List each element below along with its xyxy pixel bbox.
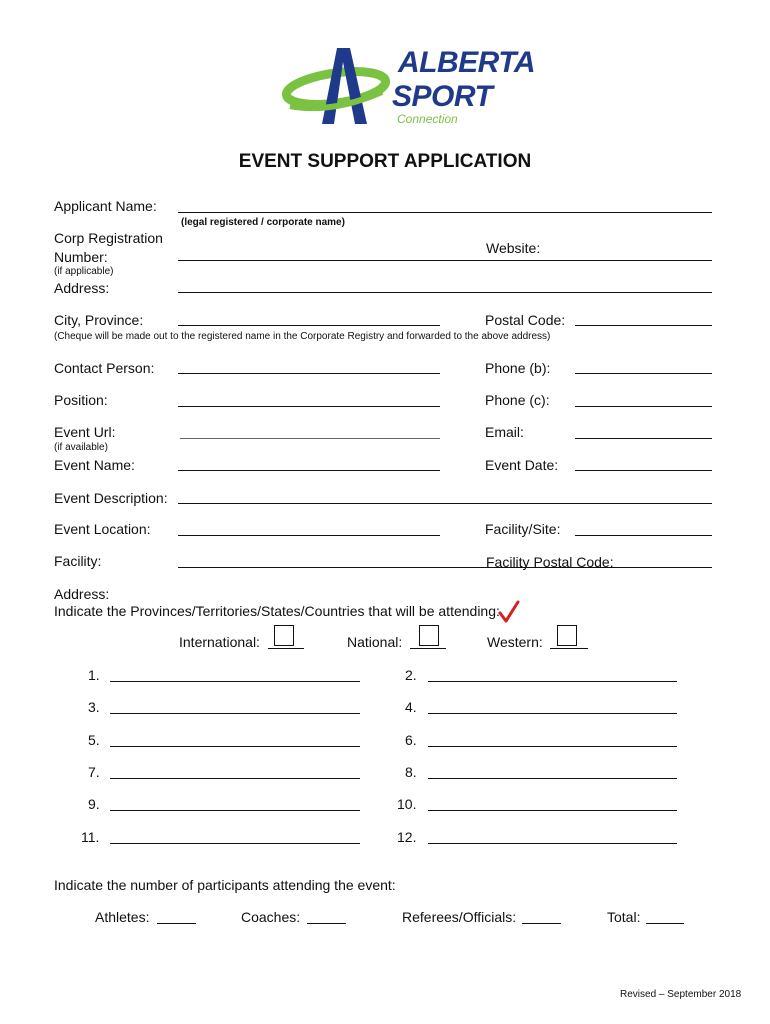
applicant-name-field[interactable] [178,212,712,213]
corp-registration-field[interactable] [178,260,440,261]
entry-line-6[interactable] [428,746,677,747]
number-12: 12. [397,829,417,845]
entry-line-2[interactable] [428,681,677,682]
number-2: 2. [405,667,417,683]
event-name-field[interactable] [178,470,440,471]
phone-b-field[interactable] [575,373,712,374]
entry-line-5[interactable] [110,746,360,747]
logo-mark-icon [282,42,392,132]
indicate-provinces-text: Indicate the Provinces/Territories/States/Countries that will be attending: [54,603,500,619]
number-1: 1. [88,667,100,683]
address-label: Address: [54,280,110,296]
referees-field[interactable] [522,923,561,924]
facility-postal-code-label: Facility Postal Code: [486,554,614,570]
international-label: International: [179,634,260,650]
email-label: Email: [485,424,524,440]
corp-registration-label: Corp Registration [54,230,163,246]
applicant-name-note: (legal registered / corporate name) [181,217,345,228]
number-4: 4. [405,699,417,715]
number-5: 5. [88,732,100,748]
national-underline [410,648,446,649]
address-field[interactable] [178,292,712,293]
logo-line-2: SPORT [392,80,493,113]
referees-label: Referees/Officials: [402,909,517,925]
athletes-label: Athletes: [95,909,150,925]
revision-footer: Revised – September 2018 [620,989,742,1000]
western-checkbox[interactable] [557,625,577,646]
western-underline [550,648,588,649]
athletes-field[interactable] [157,923,196,924]
entry-line-1[interactable] [110,681,360,682]
international-checkbox[interactable] [274,625,294,646]
corp-number-label: Number: [54,249,108,265]
entry-line-8[interactable] [428,778,677,779]
entry-line-10[interactable] [428,810,677,811]
event-name-label: Event Name: [54,457,135,473]
event-location-label: Event Location: [54,521,151,537]
national-checkbox[interactable] [419,625,439,646]
number-6: 6. [405,732,417,748]
participants-label: Indicate the number of participants attending the event: [54,877,396,893]
number-8: 8. [405,764,417,780]
applicant-name-label: Applicant Name: [54,198,157,214]
coaches-field[interactable] [307,923,346,924]
page-title: EVENT SUPPORT APPLICATION [238,151,532,172]
event-url-note: (if available) [54,442,108,453]
facility-label: Facility: [54,553,102,569]
event-url-field[interactable] [180,438,440,439]
number-9: 9. [88,796,100,812]
city-province-label: City, Province: [54,312,144,328]
phone-b-label: Phone (b): [485,360,551,376]
national-label: National: [347,634,403,650]
logo-line-1: ALBERTA [398,46,536,79]
event-address-label: Address: [54,586,110,602]
event-url-label: Event Url: [54,424,116,440]
number-11: 11. [81,829,100,845]
facility-postal-code-field[interactable] [486,567,712,568]
alberta-sport-logo [282,42,536,132]
western-label: Western: [487,634,543,650]
logo-line-3: Connection [397,112,458,126]
position-field[interactable] [178,406,440,407]
total-label: Total: [607,909,641,925]
number-7: 7. [88,764,100,780]
coaches-label: Coaches: [241,909,301,925]
facility-site-field[interactable] [575,535,712,536]
event-date-field[interactable] [575,470,712,471]
city-province-field[interactable] [178,325,440,326]
phone-c-label: Phone (c): [485,392,550,408]
entry-line-11[interactable] [110,843,360,844]
total-field[interactable] [646,923,684,924]
number-10: 10. [397,796,417,812]
number-3: 3. [88,699,100,715]
website-label: Website: [486,240,541,256]
email-field[interactable] [575,438,712,439]
facility-field[interactable] [178,567,488,568]
entry-line-3[interactable] [110,713,360,714]
entry-line-7[interactable] [110,778,360,779]
international-underline [268,648,304,649]
event-location-field[interactable] [178,535,440,536]
contact-person-field[interactable] [178,373,440,374]
checkmark-icon [498,600,520,624]
website-field[interactable] [440,260,712,261]
cheque-note: (Cheque will be made out to the registered name in the Corporate Registry and forwarded to the above address) [54,331,551,342]
postal-code-label: Postal Code: [485,312,566,328]
event-date-label: Event Date: [485,457,559,473]
contact-person-label: Contact Person: [54,360,155,376]
position-label: Position: [54,392,108,408]
facility-site-label: Facility/Site: [485,521,561,537]
entry-line-12[interactable] [428,843,677,844]
event-description-label: Event Description: [54,490,168,506]
event-description-field[interactable] [178,503,712,504]
entry-line-9[interactable] [110,810,360,811]
corp-note: (if applicable) [54,266,114,277]
entry-line-4[interactable] [428,713,677,714]
postal-code-field[interactable] [575,325,712,326]
phone-c-field[interactable] [575,406,712,407]
